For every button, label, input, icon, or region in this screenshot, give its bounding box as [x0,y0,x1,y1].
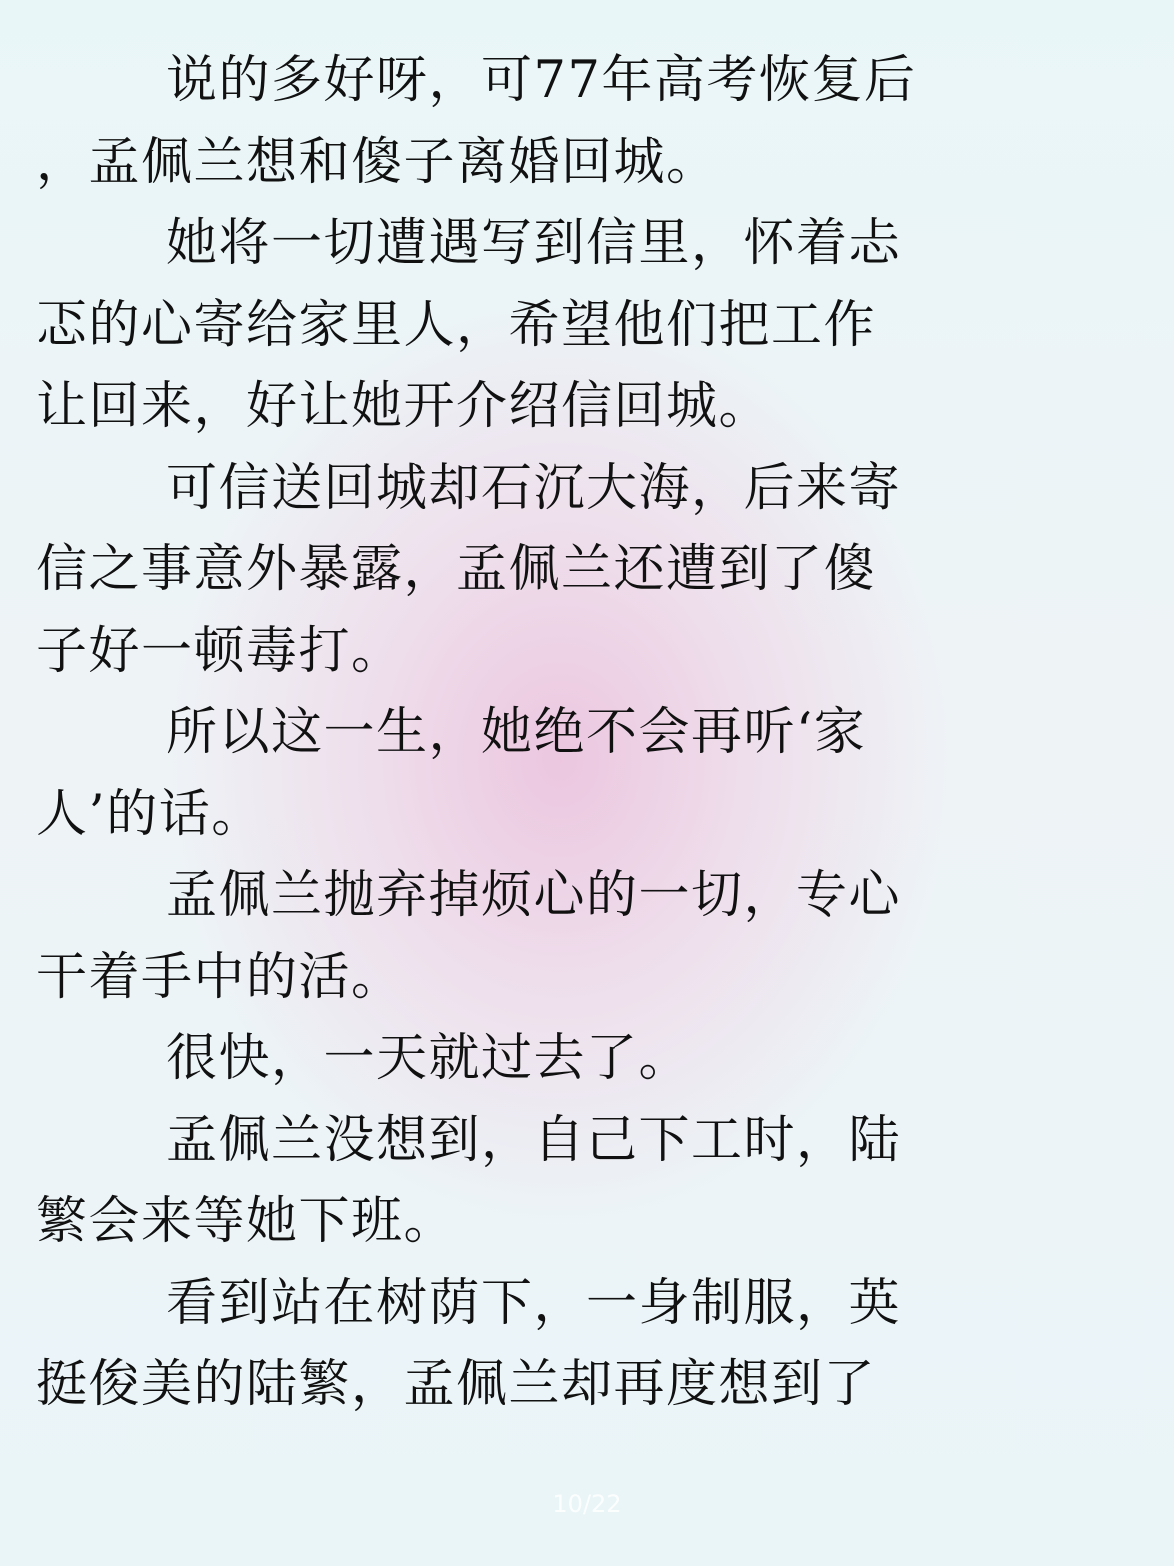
text-line: 让回来，好让她开介绍信回城。 [36,377,772,436]
text-line: 干着手中的活。 [36,947,404,1007]
text-line: 孟佩兰没想到，自己下工时，陆 [166,1110,902,1170]
text-line: 繁会来等她下班。 [36,1192,457,1251]
text-line: ，孟佩兰想和傻子离婚回城。 [36,132,719,192]
text-line: 人’的话。 [36,784,264,844]
text-line: 很快，一天就过去了。 [166,1029,692,1088]
text-line: 所以这一生，她绝不会再听‘家 [166,703,867,762]
text-line: 忑的心寄给家里人，希望他们把工作 [36,295,877,355]
text-line: 信之事意外暴露，孟佩兰还遭到了傻 [36,540,877,599]
text-body [36,40,1086,1426]
text-line: 子好一顿毒打。 [36,621,404,681]
text-line: 她将一切遭遇写到信里，怀着忐 [166,214,902,273]
text-line: 看到站在树荫下，一身制服，英 [166,1273,902,1333]
page-indicator: 10/22 [552,1490,622,1518]
text-line: 孟佩兰抛弃掉烦心的一切，专心 [166,866,902,925]
text-line: 说的多好呀，可77年高考恢复后 [166,51,917,110]
text-line: 可信送回城却石沉大海，后来寄 [166,458,902,518]
text-line: 挺俊美的陆繁，孟佩兰却再度想到了 [36,1355,877,1414]
